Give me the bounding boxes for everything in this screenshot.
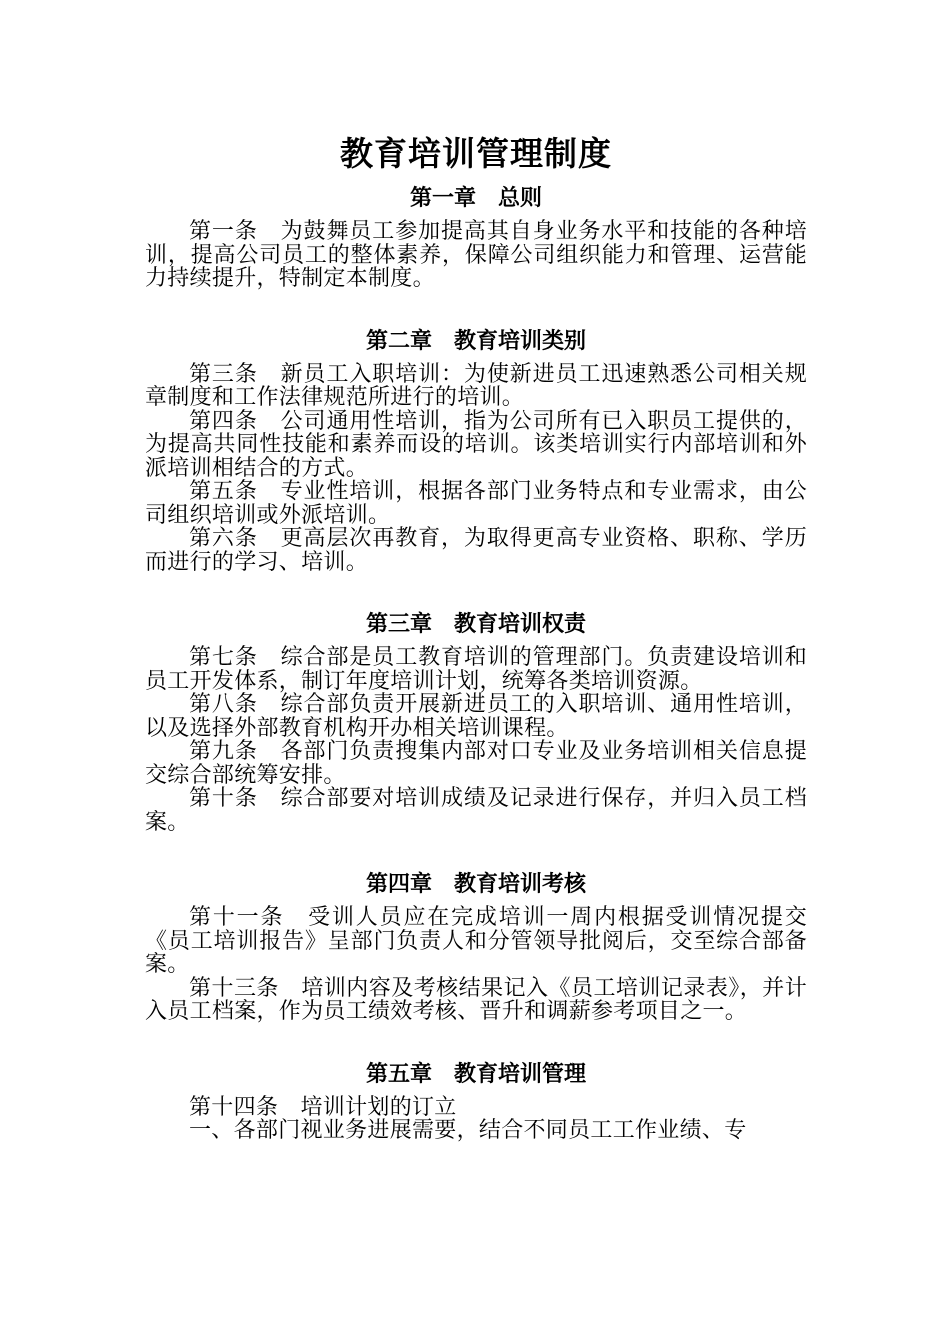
article-paragraph: 一、各部门视业务进展需要，结合不同员工工作业绩、专 xyxy=(189,1118,747,1143)
section-gap xyxy=(145,1024,807,1060)
article-paragraph: 第八条 综合部负责开展新进员工的入职培训、通用性培训，以及选择外部教育机构开办相关培训课程。 xyxy=(145,692,807,741)
article-paragraph: 第一条 为鼓舞员工参加提高其自身业务水平和技能的各种培训，提高公司员工的整体素养，保障公司组织能力和管理、运营能力持续提升，特制定本制度。 xyxy=(145,219,807,291)
article-paragraph: 第五条 专业性培训，根据各部门业务特点和专业需求，由公司组织培训或外派培训。 xyxy=(145,479,807,528)
section-gap xyxy=(145,834,807,870)
chapter-title: 第四章 教育培训考核 xyxy=(365,872,586,897)
article-paragraph: 第十四条 培训计划的订立 xyxy=(189,1094,457,1120)
article-paragraph: 第十一条 受训人员应在完成培训一周内根据受训情况提交《员工培训报告》呈部门负责人和分管领导批阅后，交至综合部备案。 xyxy=(145,905,807,977)
chapter-4 xyxy=(145,870,807,1024)
section-gap xyxy=(145,291,807,327)
article-paragraph: 第十三条 培训内容及考核结果记入《员工培训记录表》，并计入员工档案，作为员工绩效考核、晋升和调薪参考项目之一。 xyxy=(145,975,807,1024)
chapter-title: 第三章 教育培训权责 xyxy=(365,612,586,637)
chapter-2 xyxy=(145,327,807,575)
section-gap xyxy=(145,574,807,610)
document-title: 教育培训管理制度 xyxy=(340,134,612,173)
chapter-title: 第五章 教育培训管理 xyxy=(365,1061,586,1087)
article-paragraph: 第六条 更高层次再教育，为取得更高专业资格、职称、学历而进行的学习、培训。 xyxy=(145,526,807,575)
article-paragraph: 第三条 新员工入职培训：为使新进员工迅速熟悉公司相关规章制度和工作法律规范所进行的培训。 xyxy=(145,361,807,410)
article-paragraph: 第七条 综合部是员工教育培训的管理部门。负责建设培训和员工开发体系，制订年度培训计划，统筹各类培训资源。 xyxy=(145,645,807,694)
article-paragraph: 第九条 各部门负责搜集内部对口专业及业务培训相关信息提交综合部统筹安排。 xyxy=(145,739,807,788)
document-page xyxy=(145,118,807,1143)
article-paragraph: 第四条 公司通用性培训，指为公司所有已入职员工提供的，为提高共同性技能和素养而设的培训。该类培训实行内部培训和外派培训相结合的方式。 xyxy=(145,408,807,481)
chapter-3 xyxy=(145,610,807,834)
article-paragraph: 第十条 综合部要对培训成绩及记录进行保存，并归入员工档案。 xyxy=(145,786,807,835)
chapter-5 xyxy=(145,1060,807,1143)
chapter-title: 第一章 总则 xyxy=(409,186,542,211)
chapter-title: 第二章 教育培训类别 xyxy=(365,328,586,354)
chapter-1 xyxy=(145,184,807,291)
